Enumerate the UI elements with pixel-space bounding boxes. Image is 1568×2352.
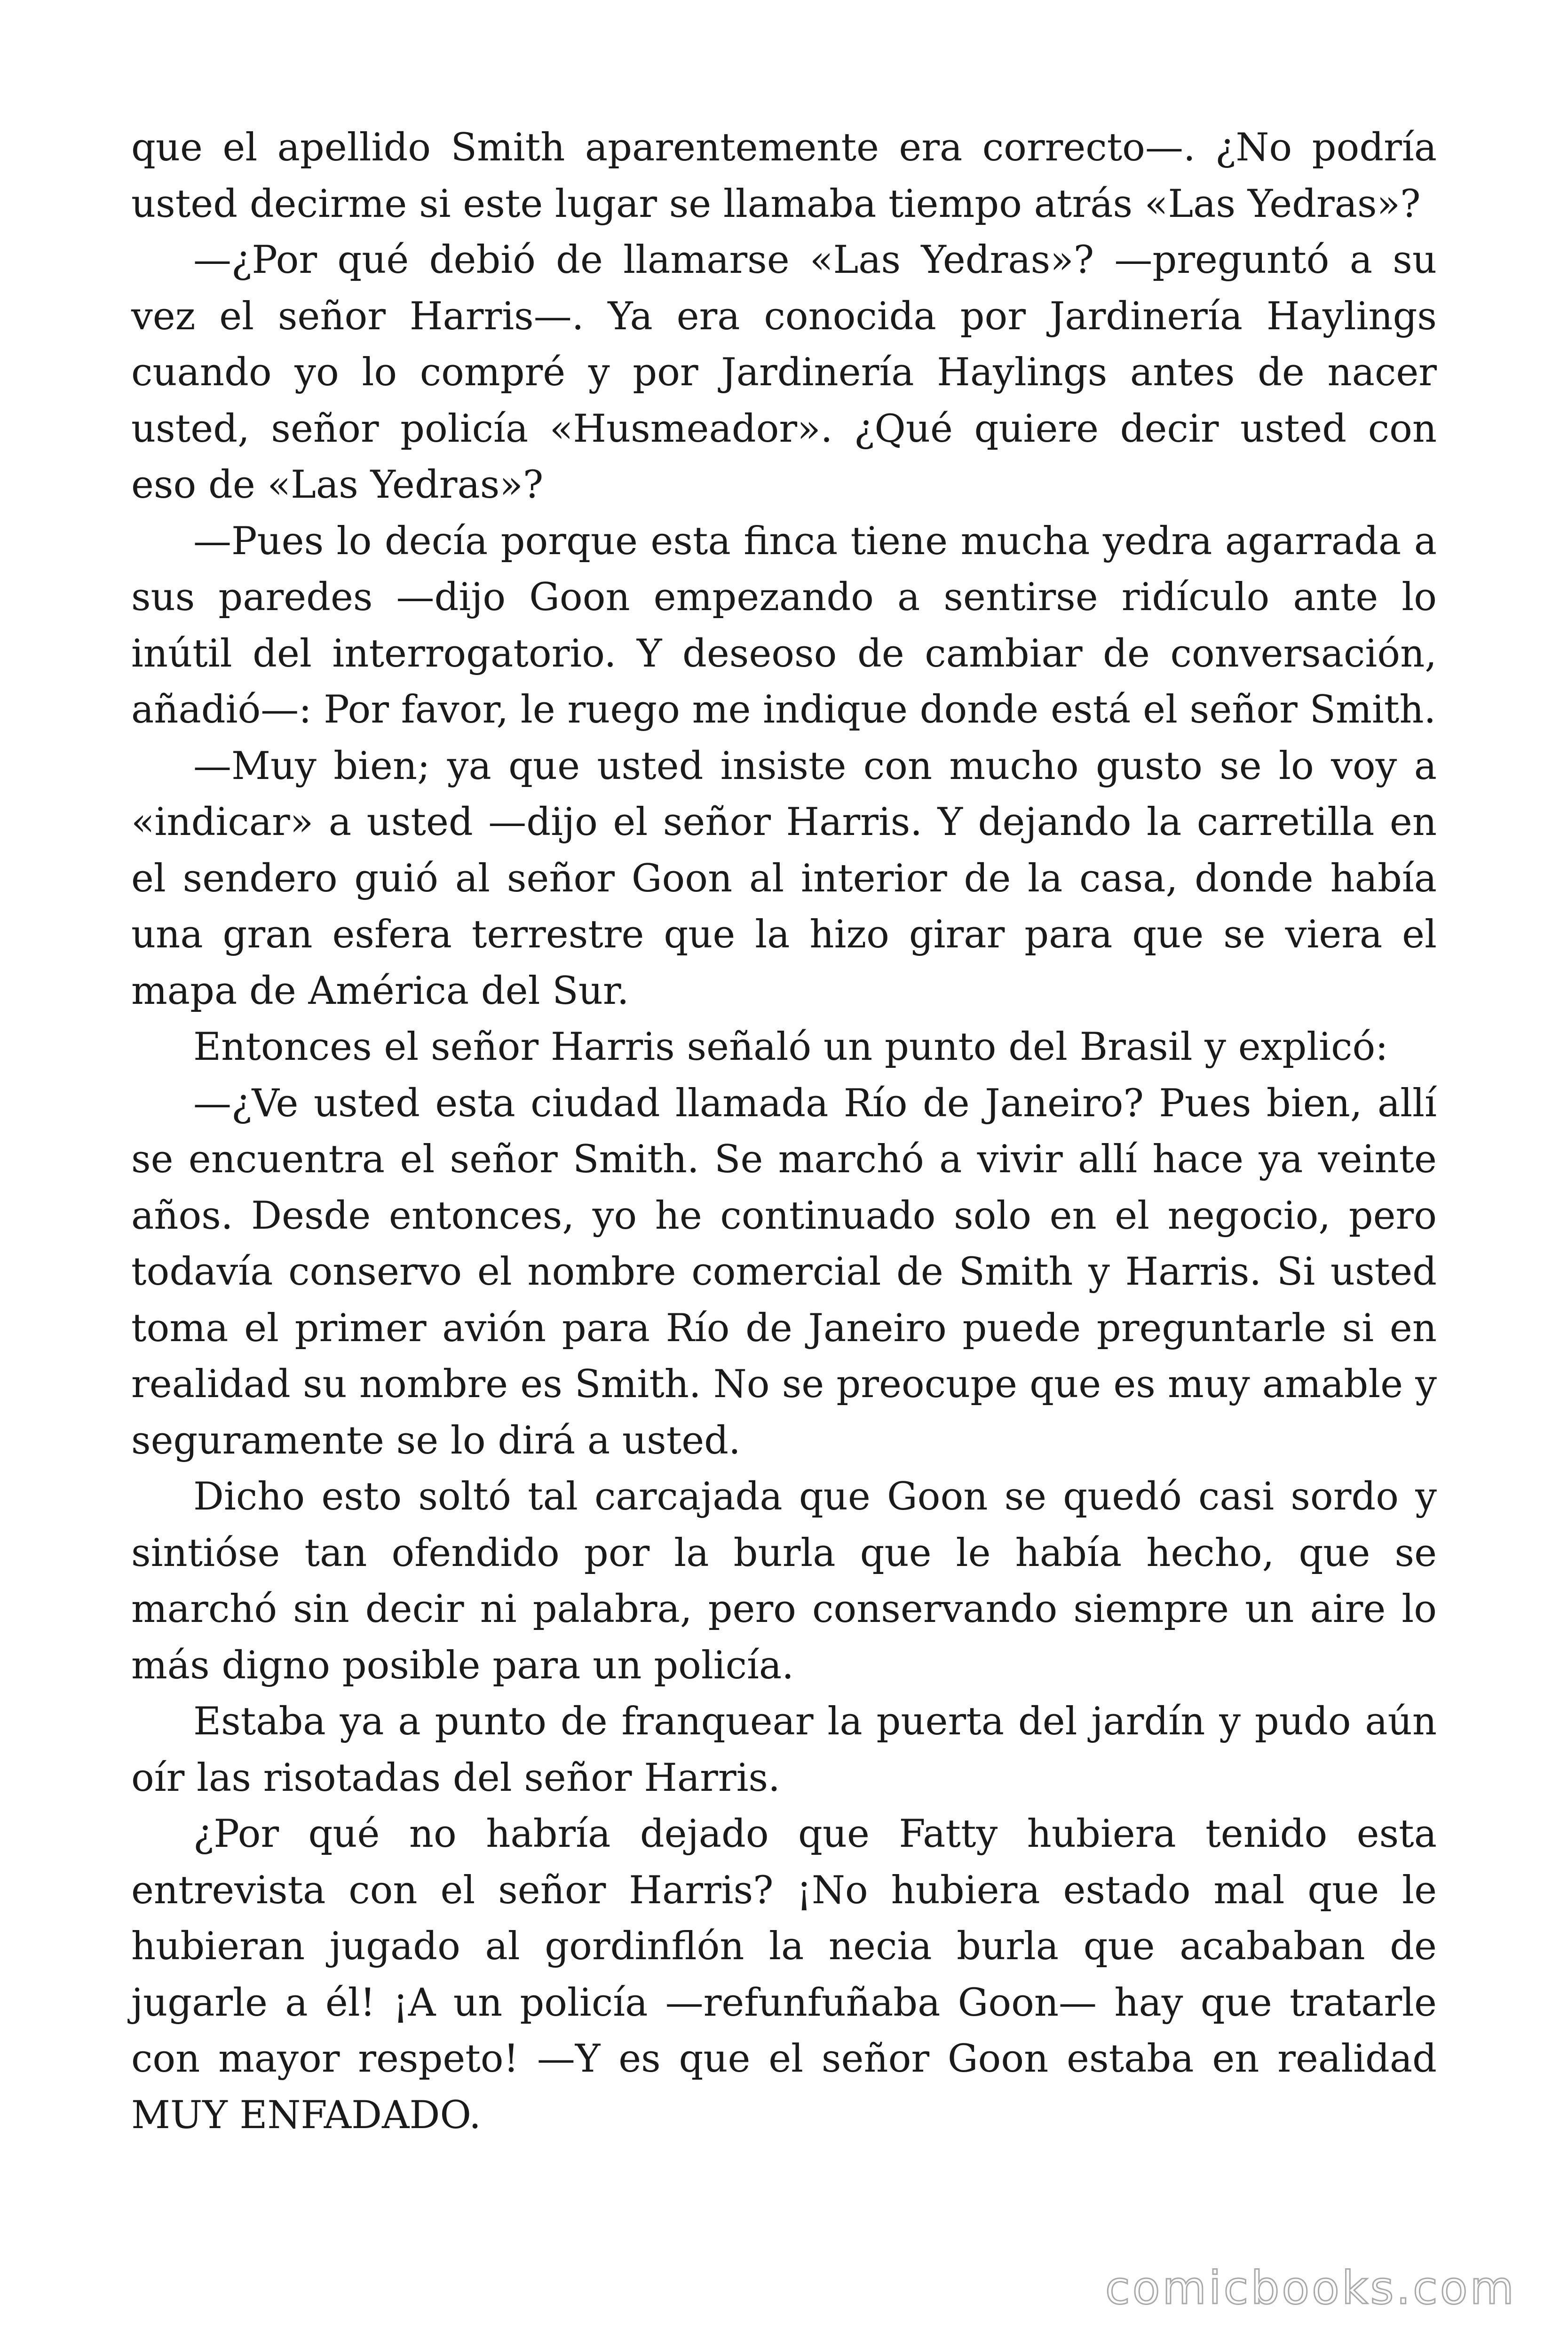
- paragraph: Estaba ya a punto de franquear la puerta del jardín y pudo aún oír las risotadas del señor Harris.: [131, 1700, 1437, 1800]
- paragraph: Dicho esto soltó tal carcajada que Goon se quedó casi sordo y sintióse tan ofendido por la burla que le había hecho, que se marchó sin decir ni palabra, pero conservando siempre un aire lo más digno posible para un policía.: [131, 1475, 1437, 1688]
- body-text: [131, 120, 1437, 2144]
- paragraph: —¿Por qué debió de llamarse «Las Yedras»? —preguntó a su vez el señor Harris—. Ya era conocida por Jardinería Haylings cuando yo lo compré y por Jardinería Haylings antes de nacer usted, señor policía «Husmeador». ¿Qué quiere decir usted con eso de «Las Yedras»?: [131, 238, 1437, 507]
- watermark: comicbooks.com: [1105, 2262, 1516, 2314]
- paragraph: —Muy bien; ya que usted insiste con mucho gusto se lo voy a «indicar» a usted —dijo el señor Harris. Y dejando la carretilla en el sendero guió al señor Goon al interior de la casa, donde había una gran esfera terrestre que la hizo girar para que se viera el mapa de América del Sur.: [131, 744, 1437, 1013]
- paragraph: —¿Ve usted esta ciudad llamada Río de Janeiro? Pues bien, allí se encuentra el señor Smith. Se marchó a vivir allí hace ya veinte años. Desde entonces, yo he continuado solo en el negocio, pero todavía conservo el nombre comercial de Smith y Harris. Si usted toma el primer avión para Río de Janeiro puede preguntarle si en realidad su nombre es Smith. No se preocupe que es muy amable y seguramente se lo dirá a usted.: [131, 1081, 1437, 1463]
- paragraph: —Pues lo decía porque esta finca tiene mucha yedra agarrada a sus paredes —dijo Goon empezando a sentirse ridículo ante lo inútil del interrogatorio. Y deseoso de cambiar de conversación, añadió—: Por favor, le ruego me indique donde está el señor Smith.: [131, 519, 1437, 732]
- paragraph: ¿Por qué no habría dejado que Fatty hubiera tenido esta entrevista con el señor Harris? ¡No hubiera estado mal que le hubieran jugado al gordinflón la necia burla que acababan de jugarle a él! ¡A un policía —refunfuñaba Goon— hay que tratarle con mayor respeto! —Y es que el señor Goon estaba en realidad MUY ENFADADO.: [131, 1812, 1437, 2137]
- paragraph: Entonces el señor Harris señaló un punto del Brasil y explicó:: [193, 1025, 1388, 1069]
- paragraph: que el apellido Smith aparentemente era correcto—. ¿No podría usted decirme si este lugar se llamaba tiempo atrás «Las Yedras»?: [131, 126, 1437, 226]
